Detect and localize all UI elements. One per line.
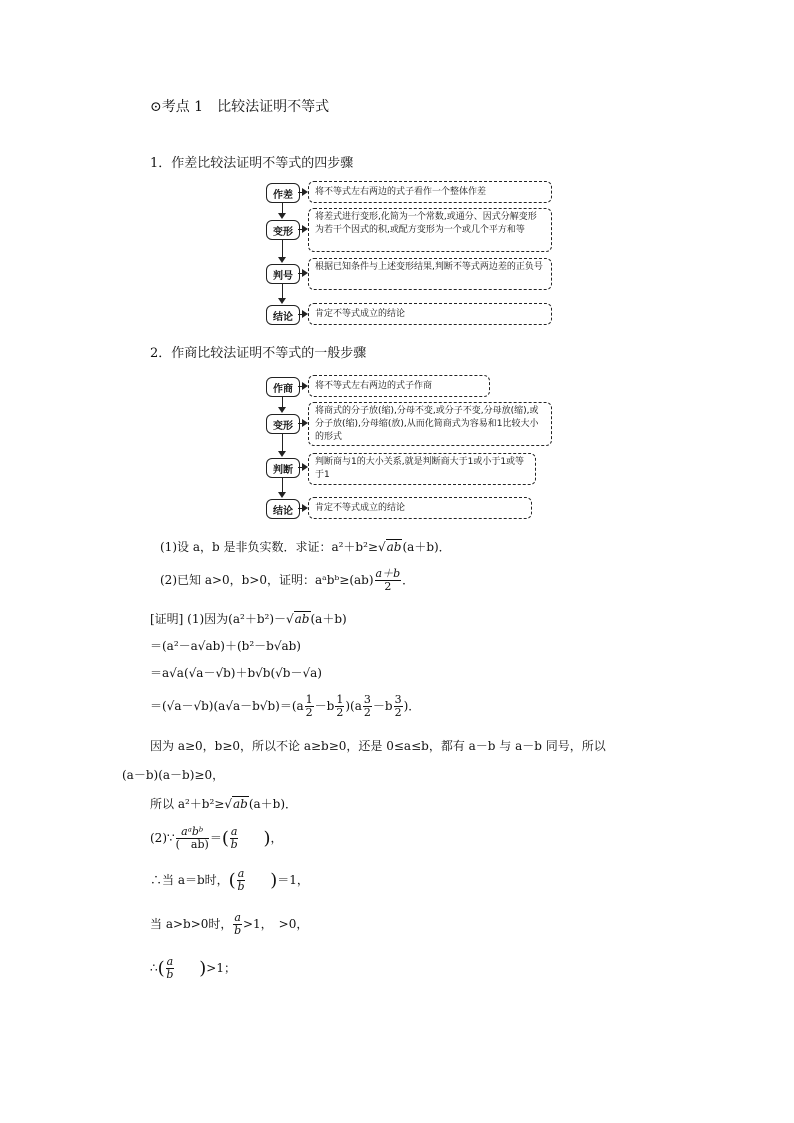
flow-connector: [282, 239, 283, 258]
flow2-step-label: 作商: [266, 377, 300, 397]
sqrt-term: ab: [386, 540, 402, 554]
proof-text: (a＋b)．: [248, 797, 298, 811]
flow1-step-desc: 将不等式左右两边的式子看作一个整体作差: [308, 181, 552, 203]
arrow-down-icon: [278, 213, 286, 219]
problem-text: (1)设 a，b 是非负实数．求证：a²＋b²≥: [160, 540, 378, 554]
proof-line: [证明] (1)因为(a²＋b²)－√ab(a＋b): [150, 612, 347, 626]
flow1-step-desc: 根据已知条件与上述变形结果,判断不等式两边差的正负号: [308, 258, 552, 290]
flow-connector: [282, 477, 283, 493]
proof-text: )(a: [345, 699, 362, 713]
proof-text: 所以 a²＋b²≥: [150, 797, 225, 811]
flow-connector: [282, 433, 283, 452]
flow2-step-desc: 判断商与1的大小关系,就是判断商大于1或小于1或等于1: [308, 453, 536, 485]
fraction-numerator: a＋b: [375, 567, 401, 580]
problem-part1: (1)设 a，b 是非负实数．求证：a²＋b²≥√ab(a＋b)．: [160, 540, 451, 554]
proof-text: [证明] (1)因为(a²＋b²)－: [150, 612, 286, 626]
proof-text: (a＋b): [310, 612, 347, 626]
fraction-numerator: a: [230, 825, 238, 838]
flow1-step-desc: 肯定不等式成立的结论: [308, 303, 552, 325]
fraction-denominator: 2: [305, 706, 313, 719]
fraction-numerator: a: [166, 955, 174, 968]
fraction-denominator: b: [166, 968, 174, 981]
proof-line: 所以 a²＋b²≥√ab(a＋b)．: [150, 797, 298, 811]
proof-text: ＝: [209, 831, 222, 845]
proof-line: ∴( $\frac{a}{b}$ )>1；: [150, 955, 236, 981]
fraction-denominator: ( ab): [175, 838, 209, 851]
proof-line: [150, 912, 308, 937]
fraction-denominator: 2: [384, 580, 392, 593]
fraction-numerator: 1: [336, 693, 344, 706]
fraction-numerator: a: [234, 911, 241, 924]
problem-text: ．: [402, 573, 415, 587]
arrow-down-icon: [278, 257, 286, 263]
arrow-down-icon: [278, 407, 286, 413]
fraction-numerator: 3: [363, 693, 371, 706]
fraction-numerator: 1: [305, 693, 313, 706]
section2-title: 2．作商比较法证明不等式的一般步骤: [150, 346, 367, 361]
fraction-denominator: 2: [336, 706, 344, 719]
sqrt-term: ab: [294, 612, 310, 626]
flow1-step-label: 判号: [266, 264, 300, 284]
proof-text: )．: [403, 699, 421, 713]
topic-heading: ⊙考点 1 比较法证明不等式: [150, 99, 330, 115]
proof-text: >1；: [206, 961, 236, 975]
sqrt-term: ab: [232, 797, 248, 811]
fraction-denominator: 2: [394, 706, 402, 719]
fraction-denominator: 2: [363, 706, 371, 719]
proof-text: ＝1，: [277, 873, 309, 887]
arrow-down-icon: [278, 298, 286, 304]
flow1-step-label: 结论: [266, 305, 300, 325]
proof-line: [150, 694, 420, 719]
fraction-denominator: b: [237, 880, 245, 893]
arrow-down-icon: [278, 451, 286, 457]
proof-text: －b: [314, 699, 335, 713]
proof-text: 当 a>b>0时，: [150, 917, 233, 931]
flow2-step-label: 判断: [266, 458, 300, 478]
fraction-numerator: 3: [394, 693, 402, 706]
flow2-step-desc: 将商式的分子放(缩),分母不变,或分子不变,分母放(缩),或分子放(缩),分母缩(放),从而化简商式为容易和1比较大小的形式: [308, 402, 552, 446]
proof-line: ＝(a²－a√ab)＋(b²－b√ab): [150, 639, 301, 653]
flow2-step-desc: 将不等式左右两边的式子作商: [308, 375, 490, 397]
flow2-step-desc: 肯定不等式成立的结论: [308, 497, 532, 519]
flow2-step-label: 变形: [266, 414, 300, 434]
flow1-step-desc: 将差式进行变形,化简为一个常数,或通分、因式分解变形为若干个因式的积,或配方变形为一个或几个平方和等: [308, 208, 552, 252]
problem-text: (a＋b)．: [402, 540, 451, 554]
arrow-down-icon: [278, 492, 286, 498]
fraction-numerator: a: [237, 867, 245, 880]
flow1-step-label: 作差: [266, 183, 300, 203]
fraction-denominator: b: [230, 838, 238, 851]
proof-text: ，: [270, 831, 283, 845]
proof-text: ∴: [150, 961, 158, 975]
problem-part2: [160, 568, 414, 593]
flow2-step-label: 结论: [266, 499, 300, 519]
flow1-step-label: 变形: [266, 220, 300, 240]
problem-text: (2)已知 a>0，b>0，证明：aᵃbᵇ≥(ab): [160, 573, 374, 587]
proof-text: ∴当 a＝b时，: [150, 873, 229, 887]
proof-text: >1， >0，: [242, 917, 309, 931]
proof-line: ∴当 a＝b时，( $\frac{a}{b}$ )＝1，: [150, 867, 309, 893]
proof-line: (2)∵ $\frac{\text{aᵃbᵇ}}{( ab)}$ ＝( $\frac{a}{b}$ )，: [150, 825, 283, 851]
fraction-numerator: aᵃbᵇ: [176, 826, 209, 839]
section1-title: 1．作差比较法证明不等式的四步骤: [150, 156, 354, 171]
proof-text: (2)∵: [150, 831, 175, 845]
proof-text: ＝(√a－√b)(a√a－b√b)＝(a: [150, 699, 304, 713]
proof-line: (a－b)(a－b)≥0，: [122, 768, 225, 782]
flow-connector: [282, 283, 283, 299]
proof-line: ＝a√a(√a－√b)＋b√b(√b－√a): [150, 666, 322, 680]
proof-text: －b: [372, 699, 393, 713]
proof-line: 因为 a≥0，b≥0，所以不论 a≥b≥0，还是 0≤a≤b，都有 a－b 与 a－b 同号，所以: [150, 739, 606, 753]
fraction-denominator: b: [234, 924, 242, 937]
